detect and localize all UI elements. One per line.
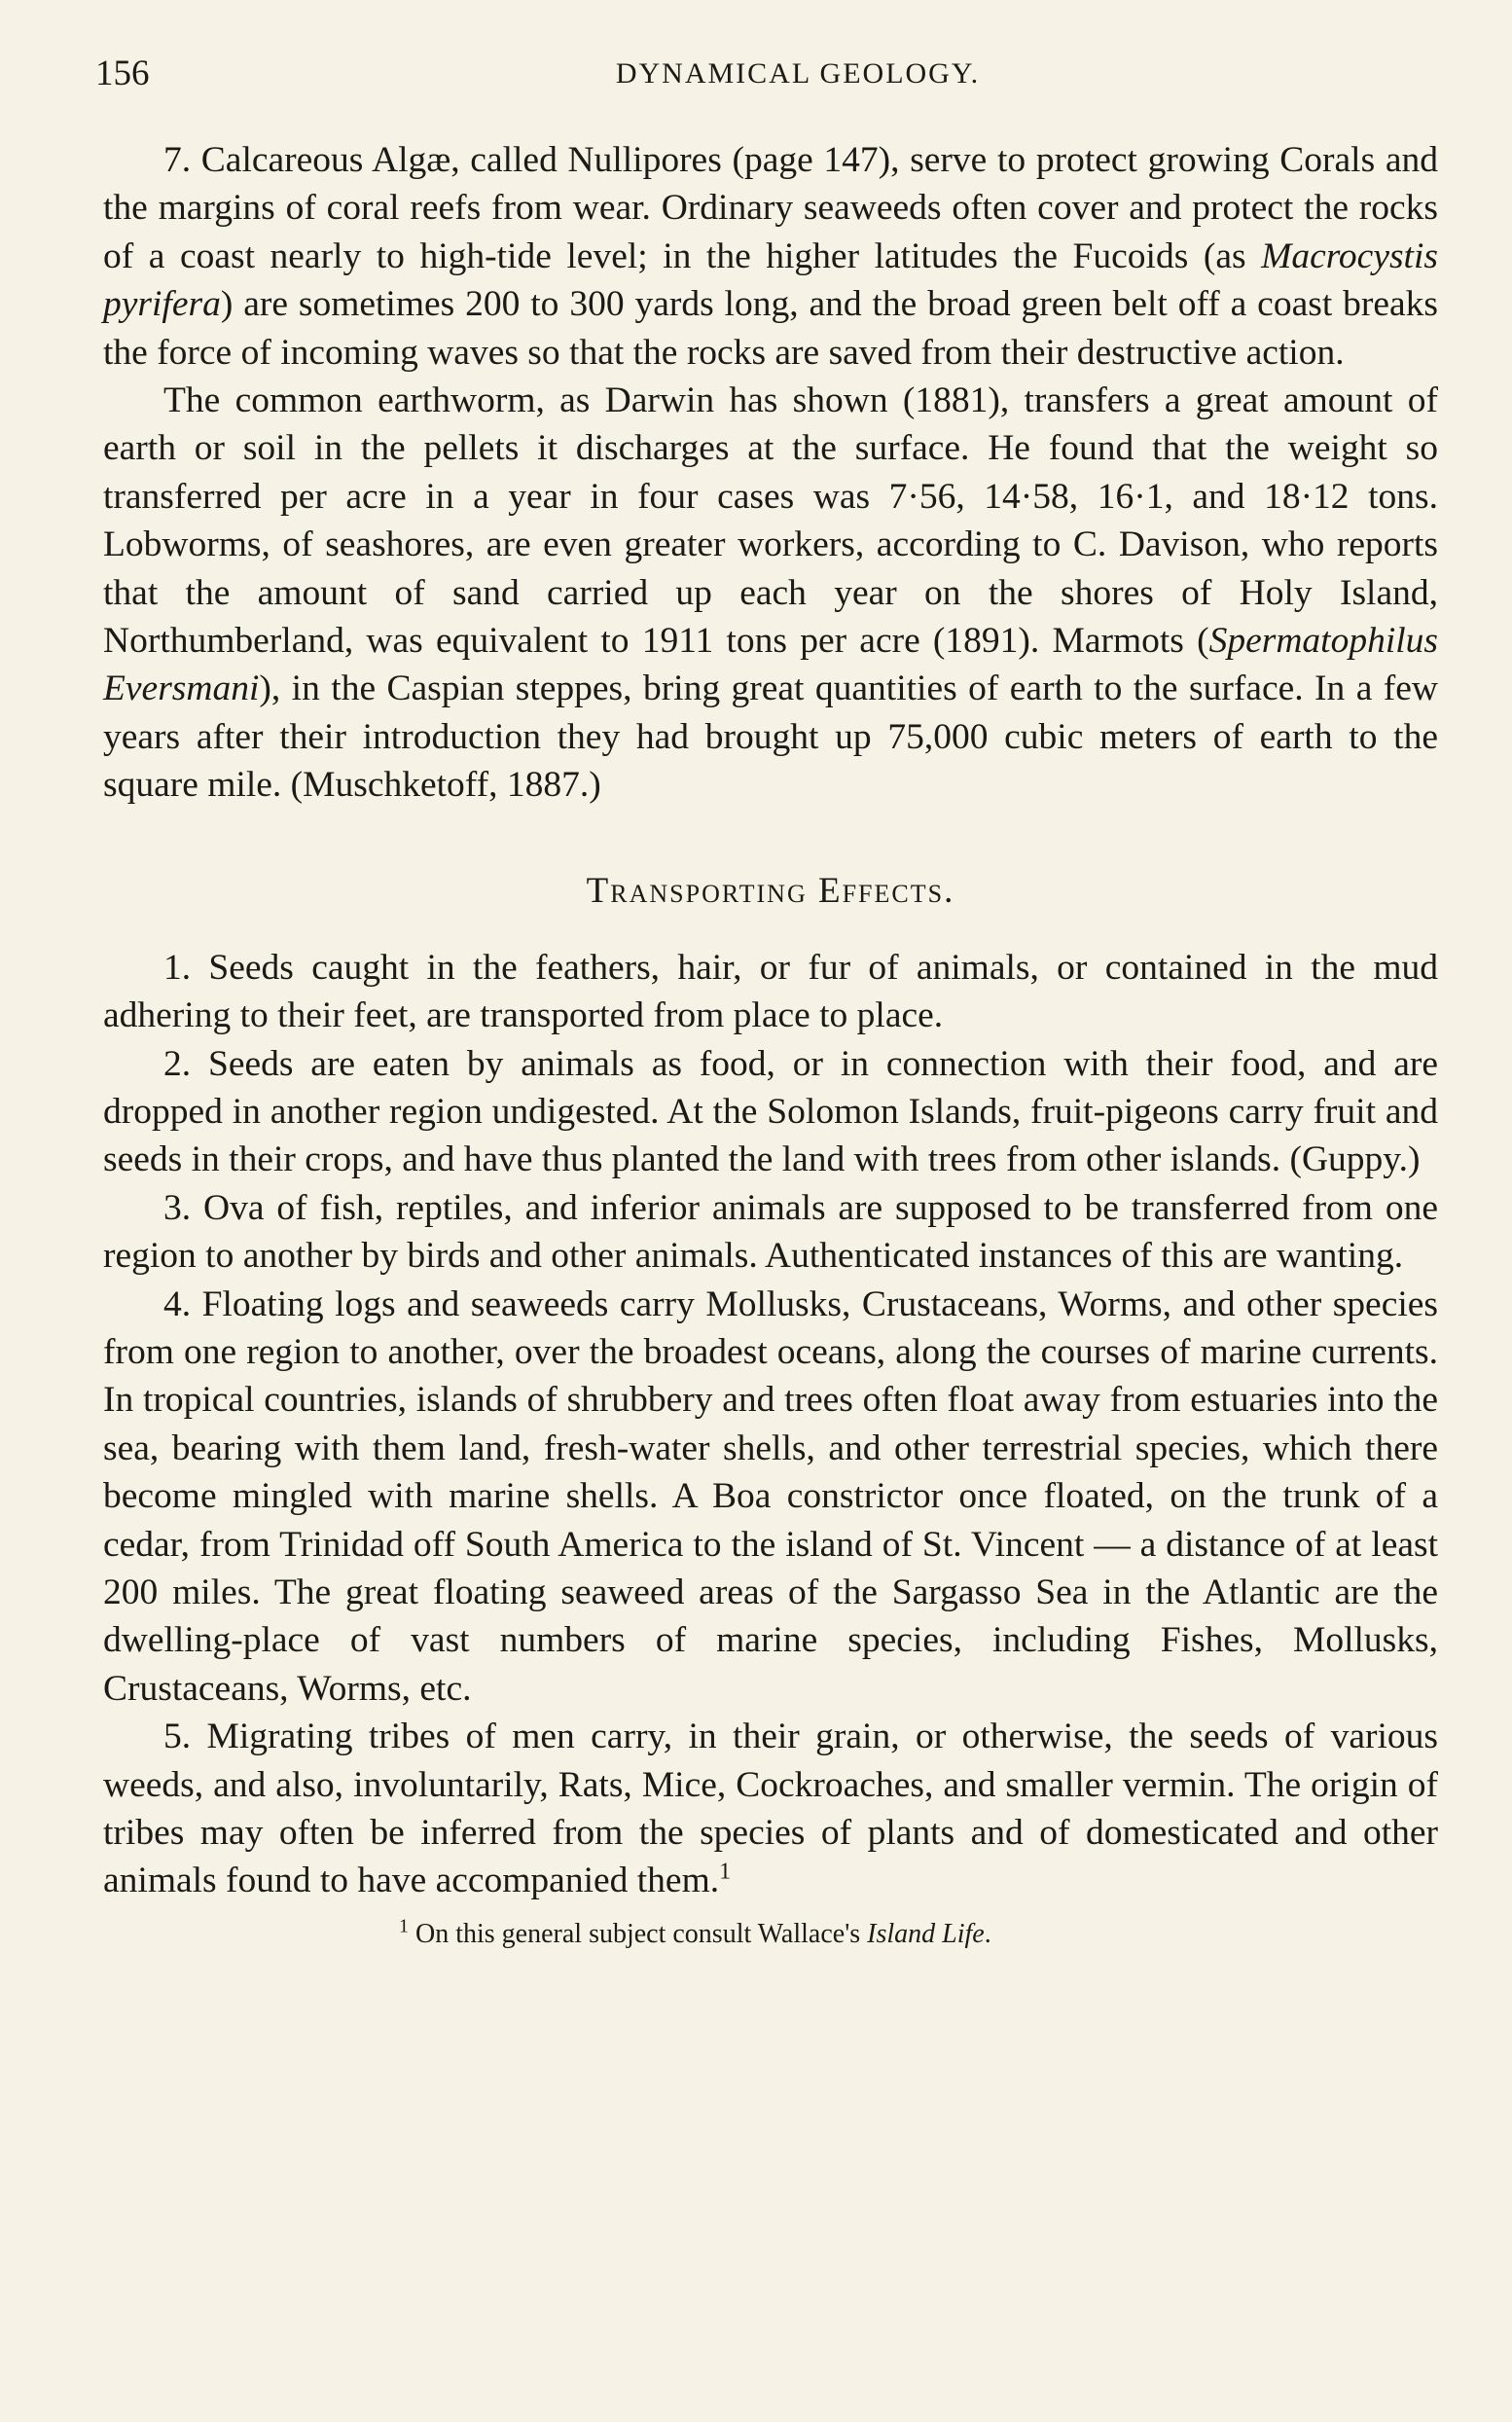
running-title: DYNAMICAL GEOLOGY. xyxy=(615,57,981,90)
paragraph-migrating-tribes: 5. Migrating tribes of men carry, in their grain, or otherwise, the seeds of various weeds, and also, involuntarily, Rats, Mice, Cockroaches, and smaller vermin. The origin of tribes may often be inferred from the species of plants and of domesticated and other animals found to have accompanied them.$^1$ xyxy=(103,1717,1438,1901)
paragraph-floating-logs: 4. Floating logs and seaweeds carry Mollusks, Crustaceans, Worms, and other species from one region to another, over the broadest oceans, along the courses of marine currents. In tropical countries, islands of shrubbery and trees often float away from estuaries into the sea, bearing with them land, fresh-water shells, and other terrestrial species, which there become mingled with marine shells. A Boa constrictor once floated, on the trunk of a cedar, from Trinidad off South America to the island of St. Vincent — a distance of at least 200 miles. The great floating seaweed areas of the Sargasso Sea in the Atlantic are the dwelling-place of vast numbers of marine species, including Fishes, Mollusks, Crustaceans, Worms, etc. xyxy=(103,1283,1438,1709)
paragraph-earthworm: The common earthworm, as Darwin has shown (1881), transfers a great amount of earth or soil in the pellets it discharges at the surface. He found that the weight so transferred per acre in a year in four cases was 7·56, 14·58, 16·1, and 18·12 tons. Lobworms, of seashores, are even greater workers, according to C. Davison, who reports that the amount of sand carried up each year on the shores of Holy Island, Northumberland, was equivalent to 1911 tons per acre (1891). Marmots (Spermatophilus Eversmani), in the Caspian steppes, bring great quantities of earth to the surface. In a few years after their introduction they had brought up 75,000 cubic meters of earth to the square mile. (Muschketoff, 1887.) xyxy=(103,380,1438,806)
paragraph-ova-of-fish: 3. Ova of fish, reptiles, and inferior animals are supposed to be transferred from one region to another by birds and other animals. Authenticated instances of this are wanting. xyxy=(103,1187,1438,1277)
species-name: Macrocystis pyrifera xyxy=(103,235,1438,325)
paragraph-seeds-caught: 1. Seeds caught in the feathers, hair, or fur of animals, or contained in the mud adhering to their feet, are transported from place to place. xyxy=(103,947,1438,1036)
footnote: $^1$ On this general subject consult Wallace's Island Life. xyxy=(399,1915,991,1949)
section-heading: Transporting Effects. xyxy=(586,870,955,911)
footnote-number: 1 xyxy=(399,1915,409,1937)
book-title: Island Life xyxy=(867,1918,985,1949)
body-text xyxy=(103,136,1438,1954)
species-name: Spermatophilus Eversmani xyxy=(103,621,1438,709)
footnote-marker: 1 xyxy=(719,1859,732,1885)
page-number: 156 xyxy=(95,54,150,93)
running-head xyxy=(95,49,1442,99)
paragraph-seeds-eaten: 2. Seeds are eaten by animals as food, or in connection with their food, and are dropped in another region undigested. At the Solomon Islands, fruit-pigeons carry fruit and seeds in their crops, and have thus planted the land with trees from other islands. (Guppy.) xyxy=(103,1043,1438,1180)
paragraph-calcareous-algae: 7. Calcareous Algæ, called Nullipores (page 147), serve to protect growing Corals and the margins of coral reefs from wear. Ordinary seaweeds often cover and protect the rocks of a coast nearly to high-tide level; in the higher latitudes the Fucoids (as Macrocystis pyrifera) are sometimes 200 to 300 yards long, and the broad green belt off a coast breaks the force of incoming waves so that the rocks are saved from their destructive action. xyxy=(103,140,1438,373)
